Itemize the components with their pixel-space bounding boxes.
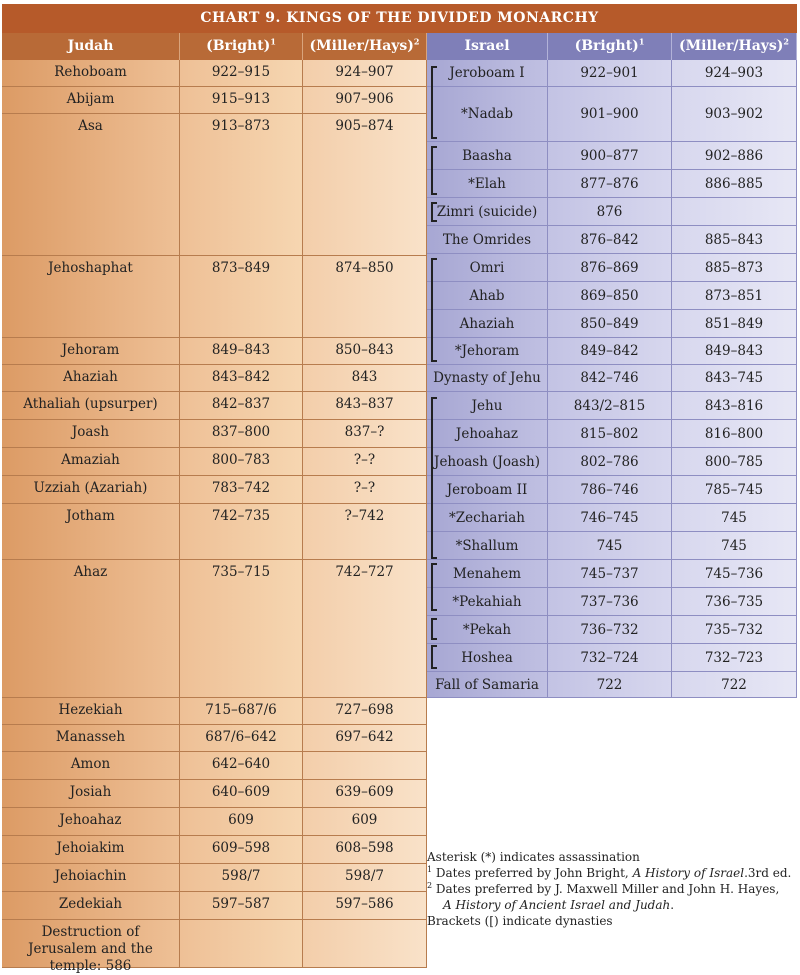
israel-king-cell bbox=[427, 226, 548, 254]
israel-miller-text: 816–800 bbox=[704, 425, 764, 442]
judah-miller-text: ?–? bbox=[353, 452, 376, 468]
judah-miller-cell bbox=[303, 87, 427, 114]
israel-bright-text: 736–732 bbox=[580, 621, 639, 638]
judah-miller-text: 727–698 bbox=[335, 702, 394, 718]
israel-miller-text: 735–732 bbox=[704, 621, 764, 638]
judah-king-cell bbox=[2, 448, 180, 476]
israel-king-cell bbox=[427, 448, 548, 476]
judah-miller-text: 598/7 bbox=[345, 868, 384, 884]
israel-miller-text: 924–903 bbox=[704, 65, 764, 81]
judah-king-text: Joash bbox=[71, 424, 110, 440]
israel-miller-cell bbox=[672, 616, 797, 644]
israel-bright-cell bbox=[548, 226, 672, 254]
israel-bright-cell bbox=[548, 282, 672, 310]
judah-king-cell bbox=[2, 836, 180, 864]
judah-bright-cell bbox=[180, 698, 303, 725]
israel-bright-cell bbox=[548, 644, 672, 672]
israel-miller-text: 745 bbox=[721, 537, 747, 554]
judah-miller-text: 843–837 bbox=[335, 396, 394, 412]
israel-bright-text: 900–877 bbox=[580, 147, 639, 164]
israel-bright-text: 746–745 bbox=[580, 509, 639, 526]
judah-miller-cell bbox=[303, 864, 427, 892]
judah-king-cell bbox=[2, 365, 180, 392]
note-brackets: Brackets ([) indicate dynasties bbox=[427, 914, 613, 928]
judah-king-text: Jehoiakim bbox=[56, 840, 125, 856]
judah-bright-cell bbox=[180, 87, 303, 114]
judah-king-text: Jotham bbox=[66, 508, 115, 524]
judah-bright-cell bbox=[180, 780, 303, 808]
judah-miller-cell bbox=[303, 365, 427, 392]
israel-bright-text: 745 bbox=[596, 537, 623, 554]
chart-title: CHART 9. KINGS OF THE DIVIDED MONARCHY bbox=[2, 4, 797, 33]
israel-bright-text: 876 bbox=[596, 203, 623, 220]
israel-bright-cell bbox=[548, 532, 672, 560]
judah-bright-cell bbox=[180, 808, 303, 836]
judah-bright-cell bbox=[180, 476, 303, 504]
dynasty-bracket bbox=[431, 563, 437, 611]
israel-miller-cell bbox=[672, 588, 797, 616]
israel-king-text: Ahaziah bbox=[459, 315, 515, 332]
israel-miller-text: 849–843 bbox=[704, 343, 764, 359]
judah-bright-text: 843–842 bbox=[211, 369, 271, 385]
judah-king-text: Ahaz bbox=[73, 564, 108, 580]
judah-bright-cell bbox=[180, 892, 303, 920]
header-israel: Israel bbox=[427, 33, 548, 60]
israel-king-text: Jehu bbox=[471, 397, 503, 414]
israel-bright-text: 922–901 bbox=[580, 65, 639, 81]
israel-bright-text: 877–876 bbox=[580, 175, 639, 192]
judah-miller-text: 850–843 bbox=[335, 342, 394, 358]
judah-bright-text: 687/6–642 bbox=[205, 729, 277, 745]
judah-king-cell bbox=[2, 560, 180, 698]
judah-miller-text: 608–598 bbox=[335, 840, 394, 856]
israel-king-text: Omri bbox=[469, 259, 505, 276]
israel-king-text: Hoshea bbox=[461, 649, 513, 666]
israel-king-text: *Elah bbox=[468, 175, 506, 192]
header-judah-miller: (Miller/Hays)$^2$ bbox=[303, 33, 427, 60]
israel-king-cell bbox=[427, 60, 548, 87]
judah-king-cell bbox=[2, 920, 180, 974]
israel-king-text: *Zechariah bbox=[449, 509, 525, 526]
dynasty-bracket bbox=[431, 618, 437, 640]
israel-king-cell bbox=[427, 365, 548, 392]
judah-miller-text: 907–906 bbox=[335, 91, 394, 107]
judah-king-cell bbox=[2, 338, 180, 365]
israel-king-text: *Jehoram bbox=[454, 343, 520, 359]
israel-king-text: Baasha bbox=[462, 147, 512, 164]
dynasty-bracket bbox=[431, 66, 437, 139]
israel-bright-cell bbox=[548, 365, 672, 392]
israel-miller-cell bbox=[672, 226, 797, 254]
judah-king-cell bbox=[2, 698, 180, 725]
judah-king-cell bbox=[2, 87, 180, 114]
israel-miller-text: 745 bbox=[721, 509, 747, 526]
israel-bright-cell bbox=[548, 672, 672, 698]
judah-bright-text: 849–843 bbox=[211, 342, 271, 358]
israel-bright-cell bbox=[548, 476, 672, 504]
israel-miller-text: 843–816 bbox=[704, 397, 764, 414]
israel-bright-cell bbox=[548, 392, 672, 420]
israel-king-text: Jeroboam I bbox=[449, 65, 525, 81]
judah-king-cell bbox=[2, 808, 180, 836]
israel-miller-text: 886–885 bbox=[704, 175, 764, 192]
judah-king-text: Uzziah (Azariah) bbox=[33, 480, 148, 496]
dynasty-bracket bbox=[431, 258, 437, 362]
judah-miller-cell bbox=[303, 780, 427, 808]
judah-miller-cell bbox=[303, 448, 427, 476]
judah-bright-text: 837–800 bbox=[211, 424, 271, 440]
israel-king-text: The Omrides bbox=[442, 231, 532, 248]
israel-bright-text: 722 bbox=[596, 676, 623, 693]
judah-king-cell bbox=[2, 780, 180, 808]
header-israel-miller: (Miller/Hays)$^2$ bbox=[672, 33, 797, 60]
judah-king-cell bbox=[2, 392, 180, 420]
footnotes bbox=[427, 849, 797, 929]
note-1: $^1$ Dates preferred by John Bright, A History of Israel.3rd ed. bbox=[427, 865, 792, 880]
israel-king-cell bbox=[427, 644, 548, 672]
israel-king-cell bbox=[427, 170, 548, 198]
judah-king-cell bbox=[2, 752, 180, 780]
judah-bright-cell bbox=[180, 725, 303, 752]
judah-bright-cell bbox=[180, 392, 303, 420]
judah-miller-cell bbox=[303, 698, 427, 725]
israel-king-cell bbox=[427, 420, 548, 448]
israel-miller-cell bbox=[672, 282, 797, 310]
judah-bright-text: 783–742 bbox=[211, 480, 271, 496]
israel-bright-text: 815–802 bbox=[580, 425, 639, 442]
israel-king-text: Jehoash (Joash) bbox=[434, 453, 540, 470]
israel-king-cell bbox=[427, 532, 548, 560]
israel-bright-cell bbox=[548, 60, 672, 87]
judah-miller-text: 639–609 bbox=[335, 784, 394, 800]
judah-bright-cell bbox=[180, 448, 303, 476]
judah-bright-cell bbox=[180, 114, 303, 256]
judah-bright-cell bbox=[180, 420, 303, 448]
judah-bright-text: 598/7 bbox=[221, 868, 261, 884]
israel-king-cell bbox=[427, 142, 548, 170]
israel-miller-cell bbox=[672, 644, 797, 672]
israel-bright-cell bbox=[548, 616, 672, 644]
israel-miller-text: 885–873 bbox=[704, 259, 764, 276]
judah-bright-text: 609–598 bbox=[211, 840, 271, 856]
israel-bright-text: 869–850 bbox=[580, 287, 639, 304]
israel-miller-cell bbox=[672, 448, 797, 476]
judah-miller-cell bbox=[303, 114, 427, 256]
israel-king-cell bbox=[427, 198, 548, 226]
judah-bright-text: 873–849 bbox=[211, 260, 271, 276]
judah-king-cell bbox=[2, 114, 180, 256]
note-2: $^2$ Dates preferred by J. Maxwell Miller and John H. Hayes, bbox=[427, 881, 780, 896]
israel-miller-text: 785–745 bbox=[704, 481, 764, 498]
judah-miller-text: 697–642 bbox=[335, 729, 394, 745]
israel-miller-cell bbox=[672, 310, 797, 338]
israel-bright-text: 802–786 bbox=[580, 453, 639, 470]
judah-miller-text: ?–? bbox=[353, 480, 376, 496]
israel-king-cell bbox=[427, 616, 548, 644]
israel-bright-text: 849–842 bbox=[580, 343, 639, 359]
judah-bright-text: 913–873 bbox=[211, 118, 271, 134]
judah-miller-cell bbox=[303, 338, 427, 365]
judah-king-cell bbox=[2, 60, 180, 87]
judah-miller-cell bbox=[303, 752, 427, 780]
judah-king-text: Rehoboam bbox=[54, 64, 127, 80]
israel-bright-text: 850–849 bbox=[580, 315, 639, 332]
judah-miller-text: 874–850 bbox=[335, 260, 394, 276]
israel-bright-cell bbox=[548, 142, 672, 170]
judah-miller-cell bbox=[303, 725, 427, 752]
judah-king-cell bbox=[2, 420, 180, 448]
israel-king-text: Ahab bbox=[469, 287, 505, 304]
judah-miller-cell bbox=[303, 476, 427, 504]
israel-miller-cell bbox=[672, 504, 797, 532]
israel-bright-cell bbox=[548, 338, 672, 365]
israel-bright-text: 732–724 bbox=[580, 649, 639, 666]
judah-bright-text: 609 bbox=[228, 812, 254, 828]
israel-king-cell bbox=[427, 338, 548, 365]
dynasty-bracket bbox=[431, 645, 437, 669]
judah-miller-cell bbox=[303, 808, 427, 836]
judah-miller-text: 924–907 bbox=[335, 64, 394, 80]
israel-miller-cell bbox=[672, 87, 797, 142]
israel-king-cell bbox=[427, 672, 548, 698]
israel-king-text: Jeroboam II bbox=[446, 481, 528, 498]
judah-king-text: Zedekiah bbox=[58, 896, 123, 912]
judah-king-cell bbox=[2, 504, 180, 560]
israel-miller-text: 732–723 bbox=[704, 649, 764, 666]
judah-bright-text: 742–735 bbox=[211, 508, 271, 524]
israel-king-text: *Shallum bbox=[455, 537, 519, 554]
israel-king-text: Dynasty of Jehu bbox=[433, 370, 541, 386]
israel-king-text: *Nadab bbox=[461, 106, 513, 122]
israel-king-cell bbox=[427, 282, 548, 310]
judah-miller-cell bbox=[303, 420, 427, 448]
israel-miller-cell bbox=[672, 142, 797, 170]
judah-king-text: Jehoiachin bbox=[54, 868, 127, 884]
israel-miller-text: 851–849 bbox=[704, 315, 764, 332]
israel-bright-text: 843/2–815 bbox=[573, 397, 646, 414]
judah-king-text: Jehoshaphat bbox=[48, 260, 133, 276]
note-asterisk: Asterisk (*) indicates assassination bbox=[427, 850, 640, 864]
judah-miller-text: 837–? bbox=[344, 424, 385, 440]
judah-miller-cell bbox=[303, 392, 427, 420]
judah-bright-cell bbox=[180, 365, 303, 392]
judah-bright-text: 715–687/6 bbox=[205, 702, 277, 718]
judah-bright-text: 597–587 bbox=[211, 896, 271, 912]
israel-miller-text: 903–902 bbox=[704, 106, 764, 122]
judah-bright-cell bbox=[180, 864, 303, 892]
israel-king-cell bbox=[427, 588, 548, 616]
israel-bright-cell bbox=[548, 310, 672, 338]
judah-miller-text: 843 bbox=[351, 369, 378, 385]
judah-king-cell bbox=[2, 725, 180, 752]
israel-king-cell bbox=[427, 87, 548, 142]
israel-bright-text: 901–900 bbox=[580, 106, 639, 122]
judah-bright-cell bbox=[180, 752, 303, 780]
judah-miller-text: 609 bbox=[351, 812, 378, 828]
judah-miller-cell bbox=[303, 560, 427, 698]
israel-miller-cell bbox=[672, 392, 797, 420]
dynasty-bracket bbox=[431, 202, 437, 222]
judah-miller-text: 905–874 bbox=[335, 118, 394, 134]
israel-king-cell bbox=[427, 254, 548, 282]
judah-bright-cell bbox=[180, 60, 303, 87]
israel-bright-cell bbox=[548, 87, 672, 142]
judah-king-text: Ahaziah bbox=[63, 369, 118, 385]
israel-king-text: Fall of Samaria bbox=[435, 676, 539, 693]
israel-bright-cell bbox=[548, 588, 672, 616]
israel-miller-text: 736–735 bbox=[704, 593, 764, 610]
judah-king-text: Athaliah (upsurper) bbox=[23, 396, 158, 412]
judah-miller-text: ?–742 bbox=[344, 508, 385, 524]
judah-king-text: Abijam bbox=[66, 91, 115, 107]
israel-bright-text: 745–737 bbox=[580, 565, 639, 582]
israel-bright-text: 876–869 bbox=[580, 259, 639, 276]
israel-king-cell bbox=[427, 504, 548, 532]
israel-bright-cell bbox=[548, 170, 672, 198]
israel-miller-text: 745–736 bbox=[704, 565, 764, 582]
israel-bright-cell bbox=[548, 560, 672, 588]
israel-miller-cell bbox=[672, 365, 797, 392]
judah-miller-cell bbox=[303, 836, 427, 864]
israel-miller-text: 722 bbox=[721, 676, 747, 693]
judah-miller-cell bbox=[303, 256, 427, 338]
judah-king-text: Josiah bbox=[69, 784, 112, 800]
judah-king-text: Jehoahaz bbox=[59, 812, 122, 828]
israel-king-cell bbox=[427, 310, 548, 338]
note-2-title: A History of Ancient Israel and Judah. bbox=[443, 898, 675, 912]
israel-king-cell bbox=[427, 476, 548, 504]
israel-miller-text: 885–843 bbox=[704, 231, 764, 248]
judah-miller-cell bbox=[303, 60, 427, 87]
judah-bright-cell bbox=[180, 836, 303, 864]
judah-bright-text: 915–913 bbox=[211, 91, 271, 107]
dynasty-bracket bbox=[431, 146, 437, 195]
judah-bright-cell bbox=[180, 256, 303, 338]
judah-miller-cell bbox=[303, 920, 427, 968]
israel-king-text: Menahem bbox=[452, 565, 522, 582]
judah-miller-text: 742–727 bbox=[335, 564, 394, 580]
judah-bright-text: 640–609 bbox=[211, 784, 271, 800]
israel-miller-text: 902–886 bbox=[704, 147, 764, 164]
judah-miller-cell bbox=[303, 504, 427, 560]
israel-king-text: Zimri (suicide) bbox=[436, 203, 538, 220]
judah-bright-text: 800–783 bbox=[211, 452, 271, 468]
israel-miller-text: 800–785 bbox=[704, 453, 764, 470]
israel-bright-cell bbox=[548, 198, 672, 226]
israel-bright-text: 737–736 bbox=[580, 593, 639, 610]
israel-miller-cell bbox=[672, 254, 797, 282]
israel-king-text: *Pekah bbox=[462, 621, 512, 638]
israel-miller-cell bbox=[672, 672, 797, 698]
israel-bright-text: 876–842 bbox=[580, 231, 639, 248]
israel-bright-text: 786–746 bbox=[580, 481, 639, 498]
israel-bright-cell bbox=[548, 420, 672, 448]
judah-king-text: Amon bbox=[70, 756, 111, 772]
judah-king-cell bbox=[2, 256, 180, 338]
israel-miller-text: 843–745 bbox=[704, 370, 764, 386]
judah-king-text: Hezekiah bbox=[58, 702, 123, 718]
judah-king-text: Amaziah bbox=[61, 452, 120, 468]
judah-king-cell bbox=[2, 476, 180, 504]
israel-miller-cell bbox=[672, 338, 797, 365]
israel-miller-cell bbox=[672, 60, 797, 87]
israel-king-cell bbox=[427, 392, 548, 420]
judah-bright-text: 642–640 bbox=[211, 756, 271, 772]
judah-bright-cell bbox=[180, 920, 303, 968]
judah-king-cell bbox=[2, 892, 180, 920]
israel-king-text: Jehoahaz bbox=[455, 425, 519, 442]
judah-king-text: Destruction of Jerusalem and the temple: 586 bbox=[28, 924, 153, 974]
israel-miller-text: 873–851 bbox=[704, 287, 764, 304]
israel-miller-cell bbox=[672, 532, 797, 560]
israel-bright-cell bbox=[548, 504, 672, 532]
judah-bright-text: 842–837 bbox=[211, 396, 271, 412]
judah-miller-text: 597–586 bbox=[335, 896, 394, 912]
judah-bright-cell bbox=[180, 338, 303, 365]
israel-miller-cell bbox=[672, 560, 797, 588]
israel-miller-cell bbox=[672, 170, 797, 198]
israel-miller-cell bbox=[672, 198, 797, 226]
judah-bright-text: 735–715 bbox=[211, 564, 271, 580]
judah-king-cell bbox=[2, 864, 180, 892]
israel-bright-text: 842–746 bbox=[580, 370, 639, 386]
dynasty-bracket bbox=[431, 397, 437, 559]
judah-miller-cell bbox=[303, 892, 427, 920]
judah-king-text: Jehoram bbox=[61, 342, 120, 358]
israel-miller-cell bbox=[672, 476, 797, 504]
judah-king-text: Asa bbox=[78, 118, 103, 134]
judah-bright-cell bbox=[180, 560, 303, 698]
header-judah: Judah bbox=[2, 33, 180, 60]
israel-bright-cell bbox=[548, 448, 672, 476]
header-judah-bright: (Bright)$^1$ bbox=[180, 33, 303, 60]
header-israel-bright: (Bright)$^1$ bbox=[548, 33, 672, 60]
israel-miller-cell bbox=[672, 420, 797, 448]
judah-king-text: Manasseh bbox=[55, 729, 126, 745]
israel-king-cell bbox=[427, 560, 548, 588]
judah-bright-cell bbox=[180, 504, 303, 560]
israel-king-text: *Pekahiah bbox=[452, 593, 522, 610]
judah-bright-text: 922–915 bbox=[211, 64, 271, 80]
israel-bright-cell bbox=[548, 254, 672, 282]
